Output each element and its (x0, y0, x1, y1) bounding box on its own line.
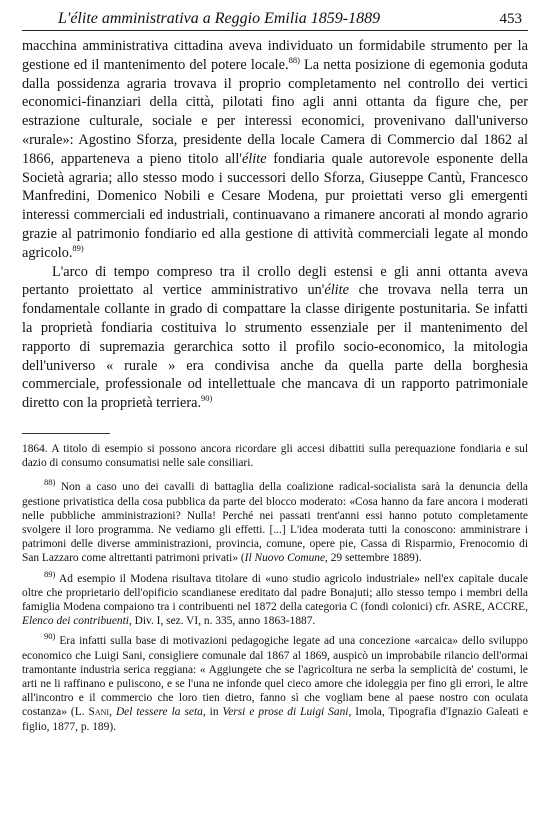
footnotes (22, 442, 528, 734)
footnote-90: $^{90)}$ Era infatti sulla base di motivazioni pedagogiche legate ad una concezione «arcaica» dello sviluppo economico che Luigi Sani, consigliere comunale dal 1867 al 1869, auspicò un improbabile rilancio dell'ormai tramontante industria serica reggiana: « Aggiungete che se l'agricoltura ne serba la semplicità de' costumi, le arti ne li raffinano e puliscono, e se l'una ne infonde quel cieco amore che idoleggia per fino gli errori, le altre all'incontro e il commercio che loro tien dietro, fanno sì che vogliam bene al paese nostro con oculata costanza» (L. Sani, Del tessere la seta, in Versi e prose di Luigi Sani, Imola, Tipografia d'Ignazio Galeati e figlio, 1877, p. 189). (22, 631, 529, 733)
footnote-ref-88[interactable]: 88) (288, 55, 300, 66)
paragraph-2: L'arco di tempo compreso tra il crollo degli estensi e gli anni ottanta aveva pertanto proiettato al vertice amministrativo un'élite che trovava nella terra un fondamentale collante in grado di compattare la classe dirigente postunitaria. Se infatti la proprietà fondiaria costituiva lo strumento essenziale per il mantenimento del rapporto di supremazia gerarchica sotto il profilo socio-economico, la mitologia dell'universo « rurale » era condivisa anche da quella parte della borghesia commerciale, professionale od intellettuale che mancava di un rapporto patrimoniale diretto con la proprietà terriera.$^{90)}$ (22, 263, 528, 412)
running-title: L'élite amministrativa a Reggio Emilia 1859-1889 (58, 10, 381, 27)
book-page (22, 10, 528, 740)
footnote-continued: 1864. A titolo di esempio si possono ancora ricordare gli accesi dibattiti sulla perequazione fondiaria e sul dazio di consumo consumatisi nelle sale consiliari. (22, 442, 528, 470)
main-text (22, 37, 528, 413)
footnote-divider (22, 433, 110, 434)
footnote-88: $^{88)}$ Non a caso uno dei cavalli di battaglia della coalizione radical-socialista sarà la denuncia della gestione privatistica della cosa pubblica da parte del blocco moderato: «Cosa hanno da fare ancora i moderati nelle pubbliche amministrazioni? Nulla! Perché nei passati trent'anni essi hanno potuto completamente svolgere il loro programma. Ne vediamo gli effetti. [...] L'idea moderata tutti la conoscono: amministrare i patrimoni delle diverse amministrazioni, provincia, comune, opere pie, Cassa di Risparmio, Frenocomio di San Lazzaro come altrettanti patrimoni privati» (Il Nuovo Comune, 29 settembre 1889). (22, 477, 528, 565)
footnote-ref-90[interactable]: 90) (201, 393, 213, 404)
running-head (22, 10, 528, 31)
footnote-89: $^{89)}$ Ad esempio il Modena risultava titolare di «uno studio agricolo industriale» nell'ex capitale ducale oltre che proprietario dell'opificio scandianese ereditato dal padre Bonajuti; allo stesso tempo i membri della famiglia Modena compaiono tra i contribuenti nel 1872 della categoria C (fondi colonici) cfr. ASRE, ACCRE, Elenco dei contribuenti, Div. I, sez. VI, n. 335, anno 1863-1887. (22, 568, 528, 628)
paragraph-1: macchina amministrativa cittadina aveva individuato un formidabile strumento per la gestione ed il mantenimento del potere locale.$^{88)}$ La netta posizione di egemonia goduta dalla possidenza agraria trovava il proprio completamento nel controllo dei vertici economici-finanziari della città, pilotati fino agli anni ottanta da figure che, per estrazione culturale, sociale e per interessi economici, provenivano dall'universo «rurale»: Agostino Sforza, presidente della locale Camera di Commercio dal 1862 al 1866, apparteneva a pieno titolo all'élite fondiaria quale autorevole esponente della Società agraria; allo stesso modo i successori dello Sforza, Giuseppe Cantù, Francesco Manfredini, Domenico Nobili e Cesare Modena, pur proiettati verso gli emergenti interessi commerciali ed industriali, continuavano a rimanere ancorati al mondo agrario grazie al patrimonio fondiario ed alla gestione di attività commerciali legate al mondo agricolo.$^{89)}$ (22, 38, 528, 261)
footnote-ref-89[interactable]: 89) (72, 243, 84, 253)
page-number: 453 (499, 11, 522, 27)
